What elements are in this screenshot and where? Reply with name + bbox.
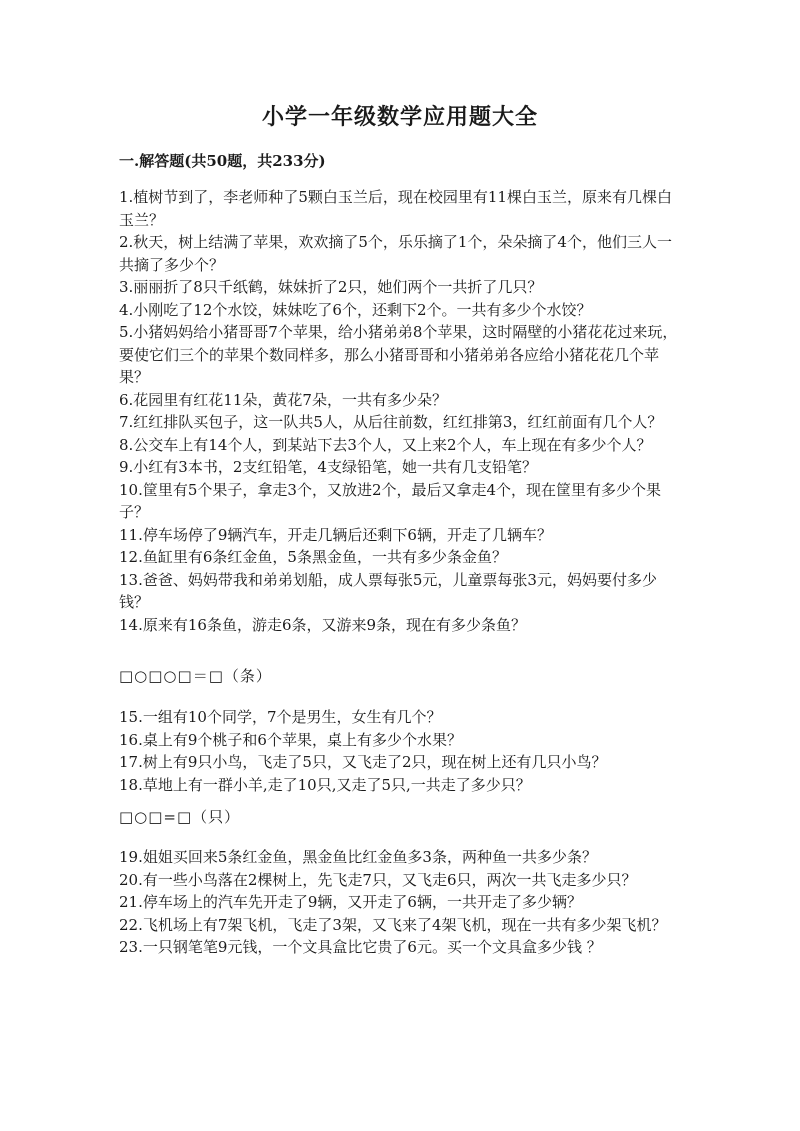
question-item: 2.秋天，树上结满了苹果，欢欢摘了5个，乐乐摘了1个，朵朵摘了4个，他们三人一共摘了多少个？ — [119, 233, 672, 274]
question-item: 13.爸爸、妈妈带我和弟弟划船，成人票每张5元，儿童票每张3元，妈妈要付多少钱？ — [119, 570, 657, 611]
question-list-1 — [119, 186, 684, 636]
section-heading: 一.解答题(共50题，共233分) — [119, 152, 326, 170]
question-item: 9.小红有3本书，2支红铅笔，4支绿铅笔，她一共有几支铅笔？ — [119, 458, 537, 476]
question-list-3 — [119, 846, 684, 959]
question-item: 19.姐姐买回来5条红金鱼，黑金鱼比红金鱼多3条，两种鱼一共多少条？ — [119, 848, 597, 866]
question-item: 21.停车场上的汽车先开走了9辆，又开走了6辆，一共开走了多少辆？ — [119, 893, 582, 911]
question-item: 17.树上有9只小鸟，飞走了5只，又飞走了2只，现在树上还有几只小鸟？ — [119, 753, 607, 771]
question-item: 20.有一些小鸟落在2棵树上，先飞走7只，又飞走6只，两次一共飞走多少只？ — [119, 870, 637, 889]
page-title: 小学一年级数学应用题大全 — [261, 104, 538, 130]
question-item: 23.一只钢笔笔9元钱，一个文具盒比它贵了6元。买一个文具盒多少钱 ？ — [119, 938, 602, 956]
question-item: 18.草地上有一群小羊,走了10只,又走了5只,一共走了多少只？ — [119, 775, 531, 794]
question-item: 3.丽丽折了8只千纸鹤，妹妹折了2只，她们两个一共折了几只？ — [119, 278, 543, 296]
question-item: 14.原来有16条鱼，游走6条，又游来9条，现在有多少条鱼？ — [119, 615, 527, 634]
question-item: 10.筐里有5个果子，拿走3个，又放进2个，最后又拿走4个，现在筐里有多少个果子？ — [119, 480, 662, 521]
question-item: 12.鱼缸里有6条红金鱼，5条黑金鱼，一共有多少条金鱼？ — [119, 548, 507, 566]
question-item: 7.红红排队买包子，这一队共5人，从后往前数，红红排第3，红红前面有几个人？ — [119, 413, 663, 431]
question-item: 8.公交车上有14个人，到某站下去3个人，又上来2个人，车上现在有多少个人？ — [119, 435, 652, 454]
question-item: 4.小刚吃了12个水饺，妹妹吃了6个，还剩下2个。一共有多少个水饺？ — [119, 300, 592, 319]
question-item: 15.一组有10个同学，7个是男生，女生有几个？ — [119, 708, 442, 726]
question-list-2 — [119, 706, 684, 796]
question-item: 22.飞机场上有7架飞机，飞走了3架，又飞来了4架飞机，现在一共有多少架飞机？ — [119, 915, 667, 934]
question-item: 1.植树节到了，李老师种了5颗白玉兰后，现在校园里有11棵白玉兰，原来有几棵白玉兰？ — [119, 188, 672, 229]
question-item: 11.停车场停了9辆汽车，开走几辆后还剩下6辆，开走了几辆车？ — [119, 525, 552, 544]
answer-formula: □○□○□＝□（条） — [119, 667, 272, 685]
question-item: 5.小猪妈妈给小猪哥哥7个苹果，给小猪弟弟8个苹果，这时隔壁的小猪花花过来玩，要使它们三个的苹果个数同样多，那么小猪哥哥和小猪弟弟各应给小猪花花几个苹果？ — [119, 323, 678, 386]
question-item: 6.花园里有红花11朵，黄花7朵，一共有多少朵？ — [119, 390, 447, 409]
question-item: 16.桌上有9个桃子和6个苹果，桌上有多少个水果？ — [119, 730, 462, 749]
answer-formula: □○□=□（只） — [119, 808, 241, 826]
